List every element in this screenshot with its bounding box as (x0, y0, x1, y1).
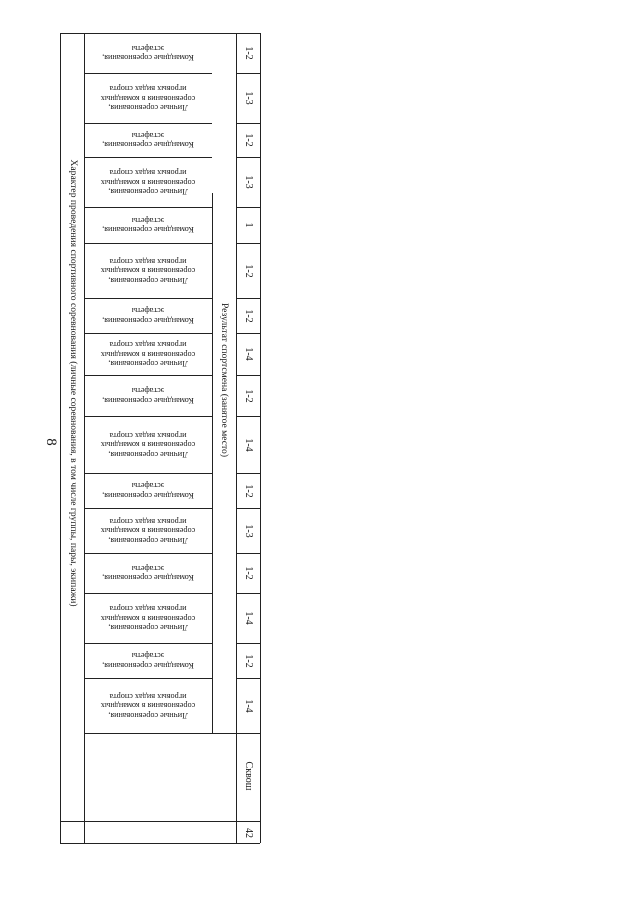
column-value: 1-4 (243, 698, 254, 713)
column-label-text: Командные соревнования, эстафеты (102, 481, 194, 500)
value-divider (236, 298, 260, 299)
sport-results-table (60, 33, 260, 843)
column-label-text: Личные соревнования, соревнования в командных игровых видах спорта (100, 516, 196, 545)
column-label-text: Командные соревнования, эстафеты (102, 386, 194, 405)
column-value: 1-2 (243, 566, 254, 580)
column-value: 1-3 (243, 175, 254, 189)
column-value: 1-2 (243, 388, 254, 403)
value-divider (236, 643, 260, 644)
value-divider (236, 243, 260, 244)
column-value: 1-4 (243, 347, 254, 361)
column-label (86, 679, 210, 732)
column-label-text: Командные соревнования, эстафеты (102, 131, 194, 150)
number-row-divider (60, 821, 260, 822)
result-label: Результат спортсмена (занятое место) (219, 302, 230, 458)
column-label (86, 474, 210, 507)
column-label (86, 299, 210, 332)
column-value: 1-2 (243, 653, 254, 668)
result-label-left-line (212, 193, 213, 733)
column-label (86, 74, 210, 122)
column-label (86, 334, 210, 374)
value-divider (236, 333, 260, 334)
sport-name: Сквош (243, 761, 254, 791)
column-label (86, 376, 210, 415)
column-label (86, 554, 210, 592)
row-number: 42 (243, 828, 254, 838)
column-value: 1-3 (243, 523, 254, 538)
data-area-divider (84, 733, 260, 734)
value-divider (236, 416, 260, 417)
column-label (86, 124, 210, 156)
column-value: 1-2 (243, 46, 254, 60)
column-value: 1-3 (243, 91, 254, 105)
column-label-text: Личные соревнования, соревнования в командных игровых видах спорта (100, 256, 196, 285)
values-column-divider-left (236, 33, 237, 843)
column-label (86, 34, 210, 72)
column-label-text: Личные соревнования, соревнования в командных игровых видах спорта (100, 691, 196, 720)
column-value: 1-2 (243, 308, 254, 323)
column-label-text: Командные соревнования, эстафеты (102, 44, 194, 63)
value-divider (236, 593, 260, 594)
column-label (86, 208, 210, 242)
column-label-text: Личные соревнования, соревнования в командных игровых видах спорта (100, 168, 196, 197)
column-label-text: Личные соревнования, соревнования в командных игровых видах спорта (100, 340, 196, 369)
column-label (86, 417, 210, 472)
value-divider (236, 73, 260, 74)
value-divider (236, 678, 260, 679)
column-value: 1-4 (243, 611, 254, 625)
column-label (86, 644, 210, 677)
value-divider (236, 553, 260, 554)
value-divider (236, 473, 260, 474)
table-border-right (260, 33, 261, 843)
column-label-text: Командные соревнования, эстафеты (102, 651, 194, 670)
column-label (86, 158, 210, 206)
value-divider (236, 123, 260, 124)
page-number: 8 (43, 438, 59, 446)
column-label-text: Личные соревнования, соревнования в командных игровых видах спорта (100, 84, 196, 113)
value-divider (236, 157, 260, 158)
column-label-text: Личные соревнования, соревнования в командных игровых видах спорта (100, 604, 196, 633)
column-label-text: Командные соревнования, эстафеты (102, 306, 194, 325)
table-border-bottom (60, 843, 260, 844)
column-value: 1-4 (243, 437, 254, 452)
header-column-divider (84, 33, 85, 843)
column-label (86, 244, 210, 297)
header-title: Характер проведения спортивного соревнования (личные соревнования, в том числе группы, пары, экипажи) (68, 159, 79, 607)
column-label (86, 594, 210, 642)
column-label-text: Командные соревнования, эстафеты (102, 564, 194, 583)
column-label-text: Личные соревнования, соревнования в командных игровых видах спорта (100, 430, 196, 459)
column-value: 1-2 (243, 483, 254, 498)
value-divider (236, 508, 260, 509)
column-label (86, 509, 210, 552)
column-label-text: Командные соревнования, эстафеты (102, 216, 194, 235)
column-value: 1 (243, 222, 254, 228)
column-value: 1-2 (243, 133, 254, 147)
column-value: 1-2 (243, 263, 254, 278)
table-border-left (60, 33, 61, 843)
value-divider (236, 207, 260, 208)
value-divider (236, 375, 260, 376)
